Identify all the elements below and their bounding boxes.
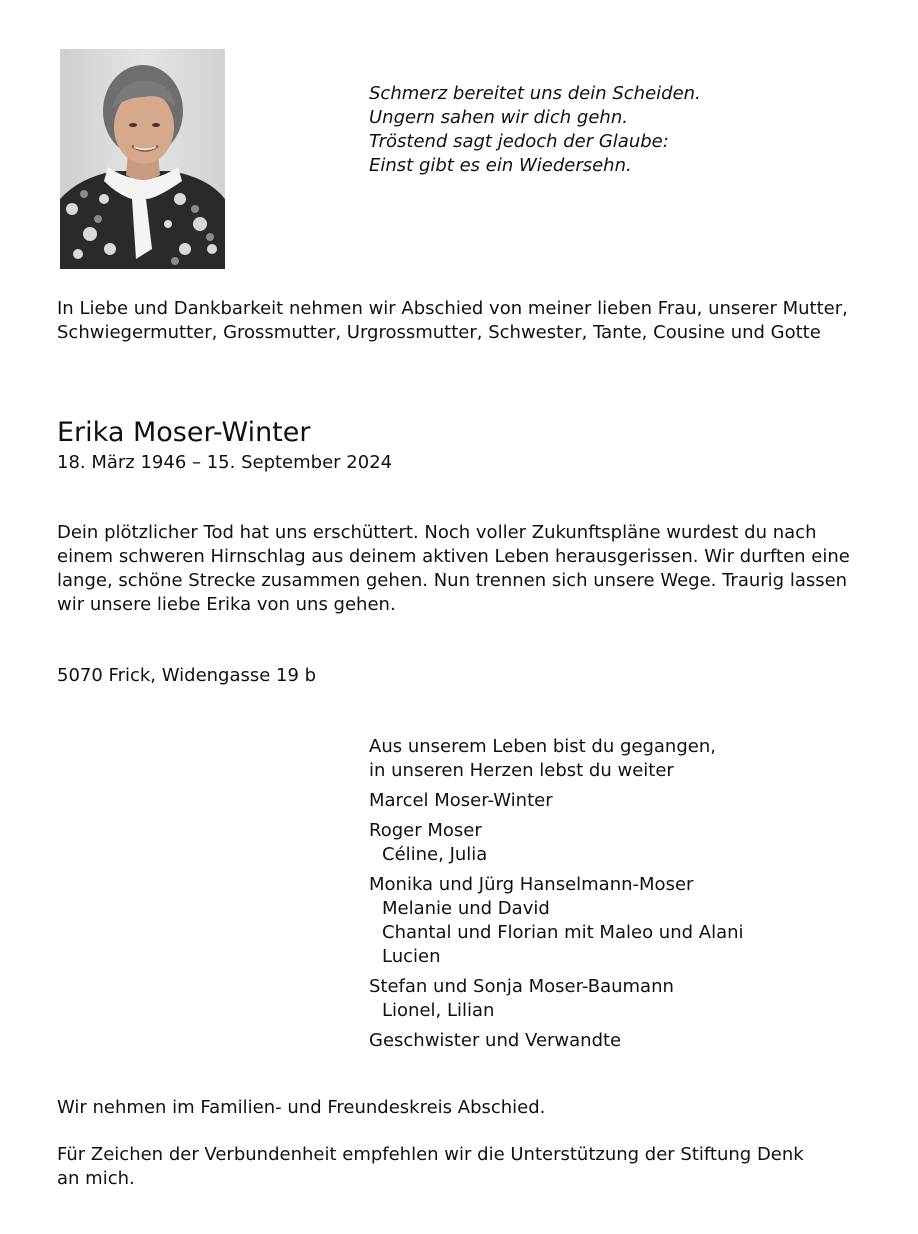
mourner-family [369,975,889,1023]
relatives-line: Geschwister und Verwandte [369,1030,622,1051]
message-paragraph: Dein plötzlicher Tod hat uns erschüttert. Noch voller Zukunftspläne wurdest du nach einem schweren Hirnschlag aus deinem aktiven Leben herausgerissen. Wir durften eine lange, schöne Strecke zusammen gehen. Nun trennen sich unsere Wege. Traurig lassen wir unsere liebe Erika von uns gehen. [57,522,850,615]
family-head: Monika und Jürg Hanselmann-Moser [369,874,694,895]
quote-line: in unseren Herzen lebst du weiter [369,760,674,781]
quote-line: Aus unserem Leben bist du gegangen, [369,736,716,757]
family-head: Stefan und Sonja Moser-Baumann [369,976,674,997]
mourner-family [369,819,889,867]
poem-line: Tröstend sagt jedoch der Glaube: [369,131,669,152]
family-member: Lionel, Lilian [382,1000,495,1021]
mourner-name: Marcel Moser-Winter [369,790,553,811]
family-member: Melanie und David [382,898,550,919]
poem-line: Ungern sahen wir dich gehn. [369,107,628,128]
farewell-note: Wir nehmen im Familien- und Freundeskreis Abschied. [57,1097,546,1118]
poem [369,82,701,178]
poem-line: Einst gibt es ein Wiedersehn. [369,155,632,176]
intro-paragraph: In Liebe und Dankbarkeit nehmen wir Abschied von meiner lieben Frau, unserer Mutter, Schwiegermutter, Grossmutter, Urgrossmutter, Schwester, Tante, Cousine und Gotte [57,298,848,343]
poem-line: Schmerz bereitet uns dein Scheiden. [369,83,701,104]
portrait-photo-icon [60,49,225,269]
family-member: Chantal und Florian mit Maleo und Alani [382,922,744,943]
life-dates: 18. März 1946 – 15. September 2024 [57,452,393,473]
donation-note: Für Zeichen der Verbundenheit empfehlen wir die Unterstützung der Stiftung Denk an mich. [57,1144,804,1189]
mourner-family [369,873,889,969]
family-member: Céline, Julia [382,844,488,865]
mourner-husband [369,789,889,813]
mourners-list [369,735,889,1059]
family-member: Lucien [382,946,441,967]
mourning-address: 5070 Frick, Widengasse 19 b [57,665,317,686]
mourners-quote [369,735,889,783]
mourner-relatives [369,1029,889,1053]
portrait-photo [60,49,225,269]
family-head: Roger Moser [369,820,482,841]
deceased-name: Erika Moser-Winter [57,417,311,448]
